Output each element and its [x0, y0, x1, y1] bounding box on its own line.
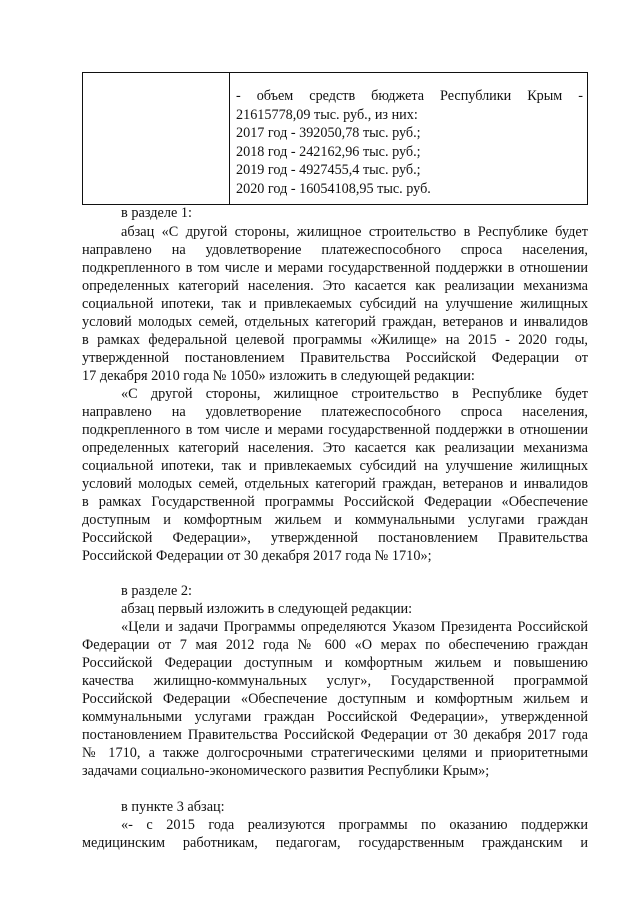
- section1-new-line: условий молодых семей, отдельных категорий граждан, ветеранов и инвалидов: [82, 476, 588, 492]
- section1-new-line: Российской Федерации от 30 декабря 2017 года № 1710»;: [82, 548, 432, 564]
- section1-new-line: Российской Федерации», утвержденной постановлением Правительства: [82, 530, 588, 546]
- section1-old-line: 17 декабря 2010 года № 1050» изложить в следующей редакции:: [82, 368, 475, 384]
- section1-old-line: утвержденной постановлением Правительства Российской Федерации от: [82, 350, 588, 366]
- budget-table-empty-cell: [83, 73, 230, 205]
- point3-line: «- с 2015 года реализуются программы по оказанию поддержки: [121, 817, 588, 833]
- budget-line: 2018 год - 242162,96 тыс. руб.;: [236, 143, 421, 160]
- section2-heading: в разделе 2:: [121, 583, 193, 599]
- section1-old-line: направлено на удовлетворение платежеспособного спроса населения,: [82, 242, 588, 258]
- section2-line: № 1710, а также долгосрочными стратегическими целями и приоритетными: [82, 745, 588, 761]
- section1-new-line: в рамках Государственной программы Российской Федерации «Обеспечение: [82, 494, 588, 510]
- section1-new-line: «С другой стороны, жилищное строительство в Республике будет: [121, 386, 588, 402]
- budget-table-content-cell: [230, 73, 588, 205]
- budget-table-row: [83, 73, 588, 205]
- section1-new-line: подкрепленного в том числе и мерами государственной поддержки в отношении: [82, 422, 588, 438]
- section2-line: задачами социально-экономического развития Республики Крым»;: [82, 763, 490, 779]
- budget-table: [82, 72, 588, 205]
- section1-old-line: условий молодых семей, отдельных категорий граждан, ветеранов и инвалидов: [82, 314, 588, 330]
- section1-old-line: в рамках федеральной целевой программы «Жилище» на 2015 - 2020 годы,: [82, 332, 588, 348]
- point3-line: медицинским работникам, педагогам, государственным гражданским и: [82, 835, 588, 851]
- budget-line: 2017 год - 392050,78 тыс. руб.;: [236, 125, 421, 142]
- section1-heading: в разделе 1:: [121, 205, 193, 221]
- section1-old-line: социальной ипотеки, так и привлекаемых субсидий на улучшение жилищных: [82, 296, 588, 312]
- section1-old-line: абзац «С другой стороны, жилищное строительство в Республике будет: [121, 224, 588, 240]
- section2-instruction: абзац первый изложить в следующей редакции:: [121, 601, 413, 617]
- budget-line: - объем средств бюджета Республики Крым -: [236, 88, 583, 104]
- section2-line: «Цели и задачи Программы определяются Указом Президента Российской: [121, 619, 588, 635]
- section2-line: качества жилищно-коммунальных услуг», Государственной программой: [82, 673, 588, 689]
- section1-old-line: определенных категорий населения. Это касается как реализации механизма: [82, 278, 588, 294]
- section2-line: Российской Федерации доступным и комфортным жильем и повышению: [82, 655, 588, 671]
- section2-line: коммунальными услугами граждан Российской Федерации», утвержденной: [82, 709, 588, 725]
- section1-new-line: социальной ипотеки, так и привлекаемых субсидий на улучшение жилищных: [82, 458, 588, 474]
- budget-line: 21615778,09 тыс. руб., из них:: [236, 106, 418, 123]
- section1-new-line: направлено на удовлетворение платежеспособного спроса населения,: [82, 404, 588, 420]
- section2-line: Федерации от 7 мая 2012 года № 600 «О мерах по обеспечению граждан: [82, 637, 588, 653]
- section1-new-line: доступным и комфортным жильем и коммунальными услугами граждан: [82, 512, 588, 528]
- point3-heading: в пункте 3 абзац:: [121, 799, 225, 815]
- section1-new-line: определенных категорий населения. Это касается как реализации механизма: [82, 440, 588, 456]
- budget-line: 2020 год - 16054108,95 тыс. руб.: [236, 180, 431, 197]
- section2-line: Российской Федерации «Обеспечение доступным и комфортным жильем и: [82, 691, 588, 707]
- section2-line: постановлением Правительства Российской Федерации от 30 декабря 2017 года: [82, 727, 588, 743]
- section1-old-line: подкрепленного в том числе и мерами государственной поддержки в отношении: [82, 260, 588, 276]
- budget-line: 2019 год - 4927455,4 тыс. руб.;: [236, 162, 421, 179]
